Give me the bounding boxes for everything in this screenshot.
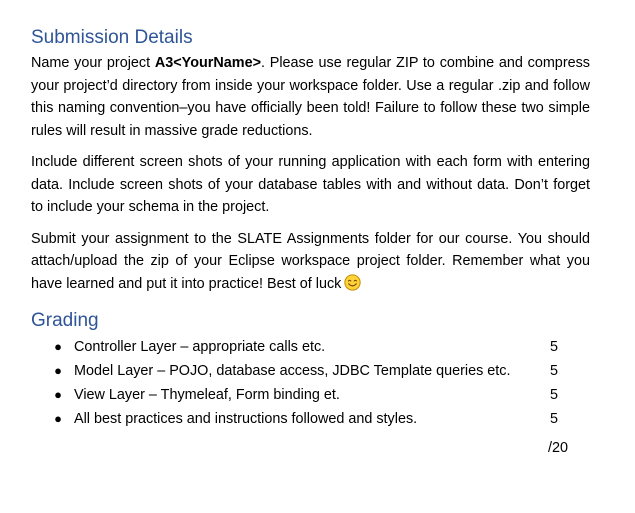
smiley-face-icon: [344, 274, 361, 291]
grading-item-label: All best practices and instructions followed and styles.: [74, 411, 418, 427]
grading-item-points: 5: [550, 363, 559, 379]
submission-details-heading: Submission Details: [31, 27, 193, 48]
grading-heading: Grading: [31, 310, 99, 331]
submit-paragraph: [31, 228, 590, 296]
grading-item-label: Controller Layer – appropriate calls etc.: [74, 339, 326, 355]
submit-text: Submit your assignment to the SLATE Assignments folder for our course. You should attach/upload the zip of your Eclipse workspace project folder. Remember what you have learned and put it into practice! Best of luck: [31, 230, 590, 292]
grading-item-controller: [31, 335, 590, 359]
document-page: [31, 26, 590, 460]
naming-intro-text: Name your project: [31, 55, 155, 71]
bullet-icon: ●: [54, 411, 62, 426]
grading-item-points: 5: [550, 411, 559, 427]
screenshots-paragraph: Include different screen shots of your running application with each form with entering data. Include screen shots of your database tables with and without data. Don’t forget to include your schema in the project.: [31, 154, 590, 215]
bullet-icon: ●: [54, 339, 62, 354]
grading-item-view: [31, 383, 590, 407]
grading-item-best-practices: [31, 407, 590, 431]
naming-rules-text: . Please use regular ZIP to combine and compress your project’d directory from inside your workspace folder. Use a regular .zip and follow this naming convention–you have officially been told! Failure to follow these two simple rules will result in massive grade reductions.: [31, 55, 590, 139]
grading-item-points: 5: [550, 387, 559, 403]
grading-item-points: 5: [550, 339, 559, 355]
grading-total: /20: [548, 440, 569, 456]
grading-item-label: View Layer – Thymeleaf, Form binding et.: [74, 387, 340, 403]
bullet-icon: ●: [54, 363, 62, 378]
naming-instructions-paragraph: [31, 52, 590, 142]
project-name-format: A3<YourName>: [154, 55, 261, 71]
bullet-icon: ●: [54, 387, 62, 402]
grading-item-label: Model Layer – POJO, database access, JDBC Template queries etc.: [74, 363, 511, 379]
grading-item-model: [31, 359, 590, 383]
grading-list: [31, 335, 590, 431]
